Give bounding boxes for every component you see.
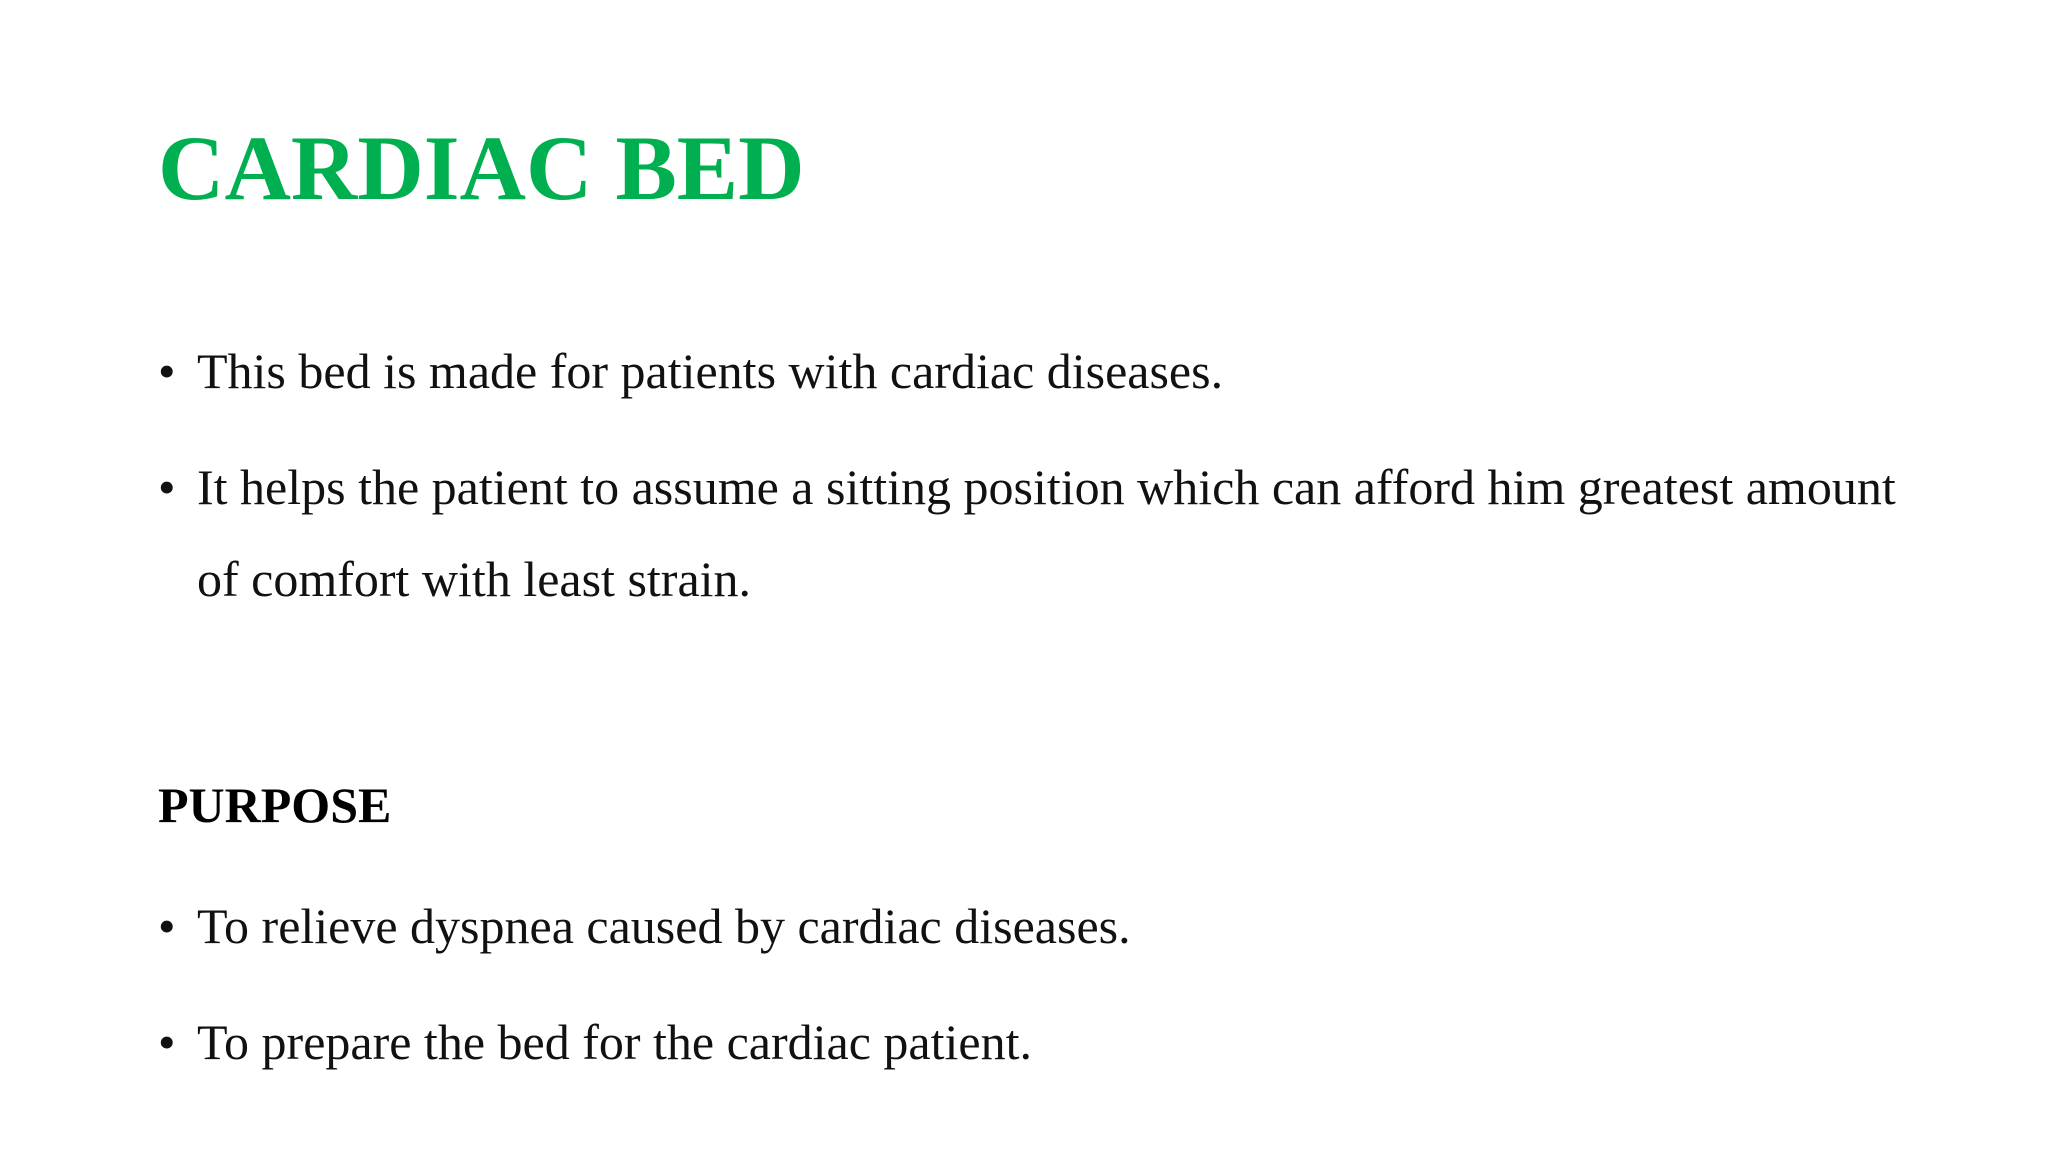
purpose-bullet-list [158,880,1898,1088]
bullet-text: It helps the patient to assume a sitting position which can afford him greatest amount of comfort with least strain. [197,459,1896,607]
bullet-dot: • [158,343,176,399]
bullet-dot: • [158,898,176,954]
bullet-text: To relieve dyspnea caused by cardiac diseases. [197,898,1131,954]
purpose-heading: PURPOSE [158,777,392,833]
bullet-dot: • [158,1014,176,1070]
slide-title: CARDIAC BED [158,117,805,219]
bullet-dot: • [158,459,176,515]
intro-bullet-list [158,325,1898,625]
bullet-text: To prepare the bed for the cardiac patient. [197,1014,1032,1070]
bullet-item [158,325,1898,417]
bullet-item [158,441,1898,625]
bullet-item [158,996,1898,1088]
bullet-text: This bed is made for patients with cardiac diseases. [197,343,1224,399]
bullet-item [158,880,1898,972]
